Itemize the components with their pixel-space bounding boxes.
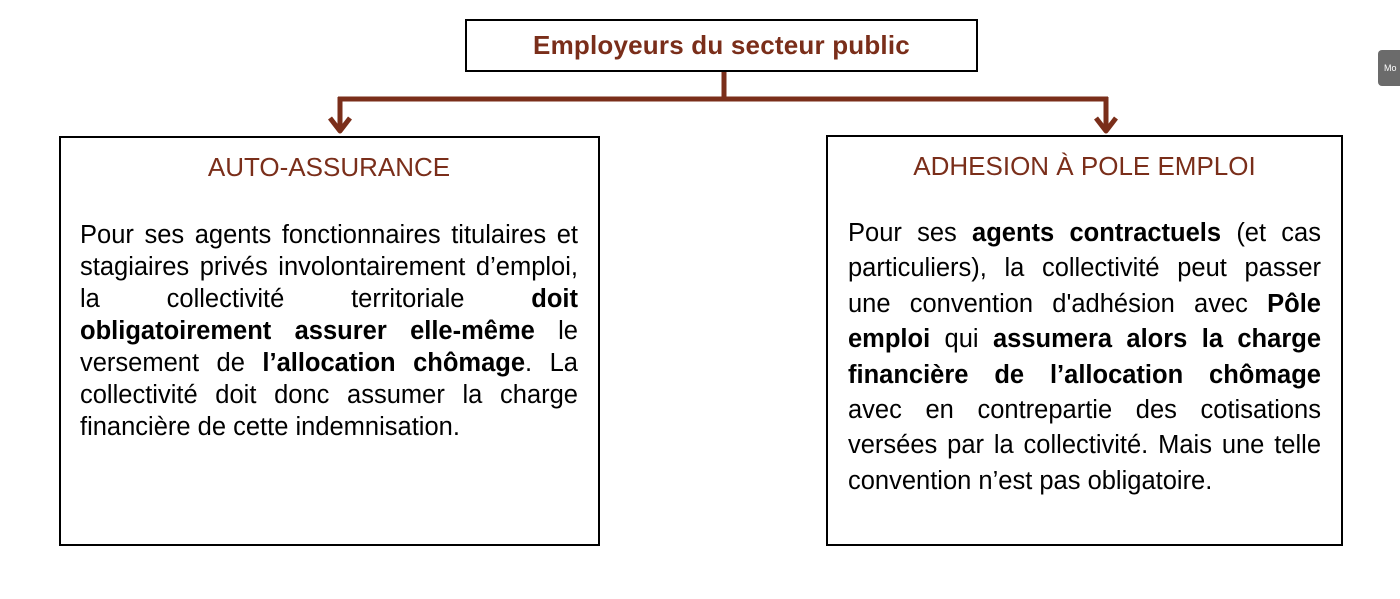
arrowhead-right — [1096, 118, 1116, 131]
text-segment: qui — [930, 325, 993, 354]
node-adhesion-pole-emploi — [826, 135, 1343, 546]
text-segment-bold: assumera alors la charge financière de l’allocation chômage — [848, 325, 1321, 389]
arrowhead-left — [330, 118, 350, 131]
node-auto-assurance — [59, 136, 600, 546]
text-segment-bold: Pôle emploi — [848, 289, 1321, 354]
text-segment: avec en contrepartie des cotisations versées par la collectivité. Mais une telle convention n’est pas obligatoire. — [848, 396, 1321, 495]
text-segment-bold: l’allocation chômage — [262, 349, 526, 377]
text-segment: Pour ses — [848, 219, 973, 247]
side-tab-button[interactable] — [1378, 50, 1400, 86]
text-segment: . La collectivité doit donc assumer la charge financière de cette indemnisation. — [80, 349, 578, 441]
top-node — [465, 19, 978, 72]
text-segment: Pour ses agents fonctionnaires titulaires et stagiaires privés involontairement d’emploi, la collectivité territoriale — [80, 221, 578, 313]
node-adhesion-title: ADHESION À POLE EMPLOI — [913, 151, 1256, 181]
node-auto-assurance-text — [80, 219, 578, 443]
node-auto-assurance-title: AUTO-ASSURANCE — [207, 152, 451, 182]
text-segment-bold: doit obligatoirement assurer elle-même — [80, 285, 578, 345]
top-node-title: Employeurs du secteur public — [533, 30, 910, 60]
side-tab-label: Mo — [1384, 63, 1397, 73]
text-segment-bold: agents contractuels — [972, 219, 1222, 247]
text-segment: (et cas particuliers), la collectivité peut passer une convention d'adhésion avec — [848, 219, 1321, 318]
text-segment: le versement de — [80, 317, 578, 377]
node-adhesion-text — [848, 216, 1321, 499]
